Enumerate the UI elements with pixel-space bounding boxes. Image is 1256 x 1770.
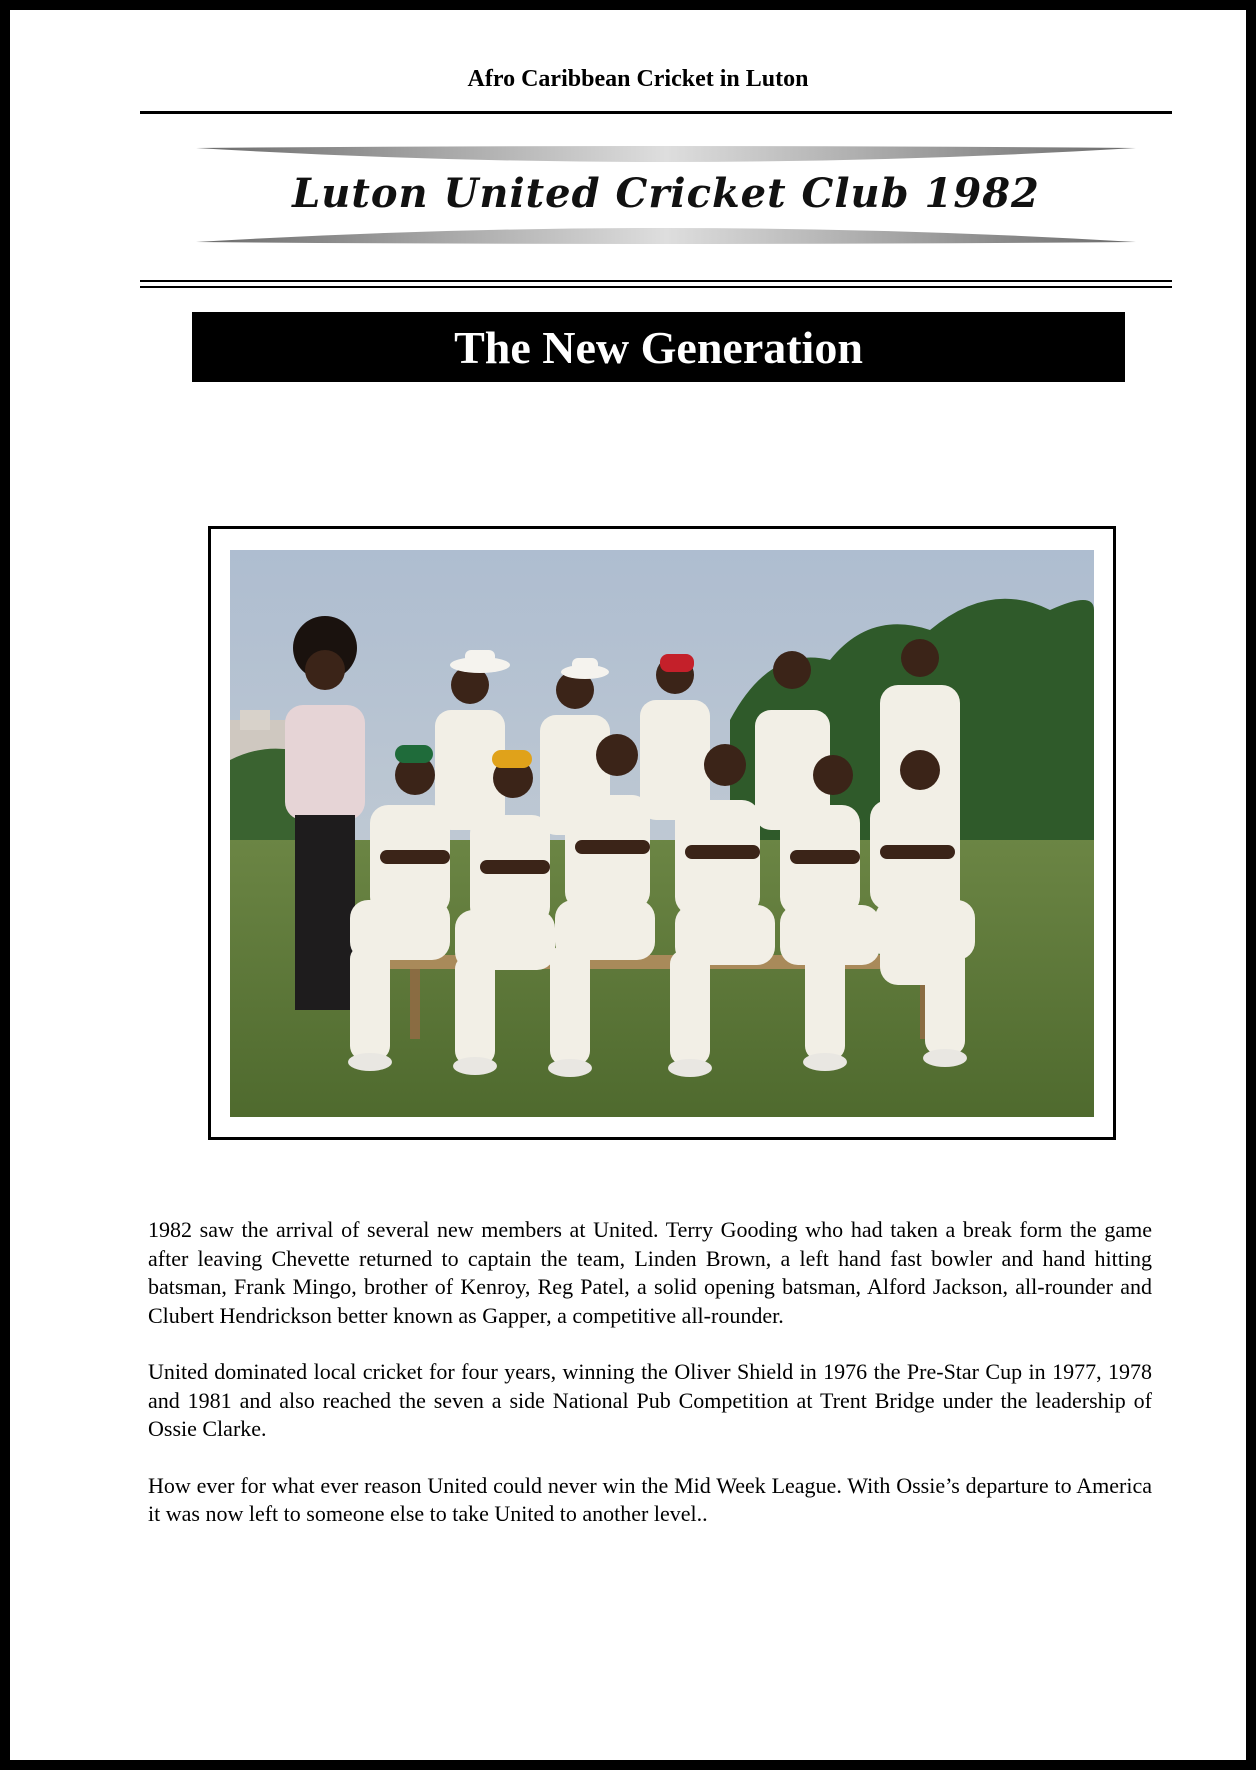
section-heading: The New Generation <box>192 312 1125 382</box>
header-rule <box>140 111 1172 114</box>
divider-bottom <box>140 286 1172 288</box>
team-photo-illustration <box>230 550 1094 1117</box>
club-banner <box>196 146 1136 246</box>
club-title: Luton United Cricket Club 1982 <box>292 170 1040 217</box>
running-header: Afro Caribbean Cricket in Luton <box>467 66 809 92</box>
paragraph: United dominated local cricket for four years, winning the Oliver Shield in 1976 the Pre-Star Cup in 1977, 1978 and 1981 and also reached the seven a side National Pub Competition at Trent Bridge under the leadership of Ossie Clarke. <box>148 1359 1152 1441</box>
divider-top <box>140 280 1172 282</box>
article-body <box>148 1216 1152 1557</box>
team-photo <box>230 550 1094 1117</box>
paragraph: 1982 saw the arrival of several new members at United. Terry Gooding who had taken a break form the game after leaving Chevette returned to captain the team, Linden Brown, a left hand fast bowler and hand hitting batsman, Frank Mingo, brother of Kenroy, Reg Patel, a solid opening batsman, Alford Jackson, all-rounder and Clubert Hendrickson better known as Gapper, a competitive all-rounder. <box>148 1217 1152 1328</box>
paragraph: How ever for what ever reason United could never win the Mid Week League. With Ossie’s departure to America it was now left to someone else to take United to another level.. <box>148 1472 1152 1526</box>
